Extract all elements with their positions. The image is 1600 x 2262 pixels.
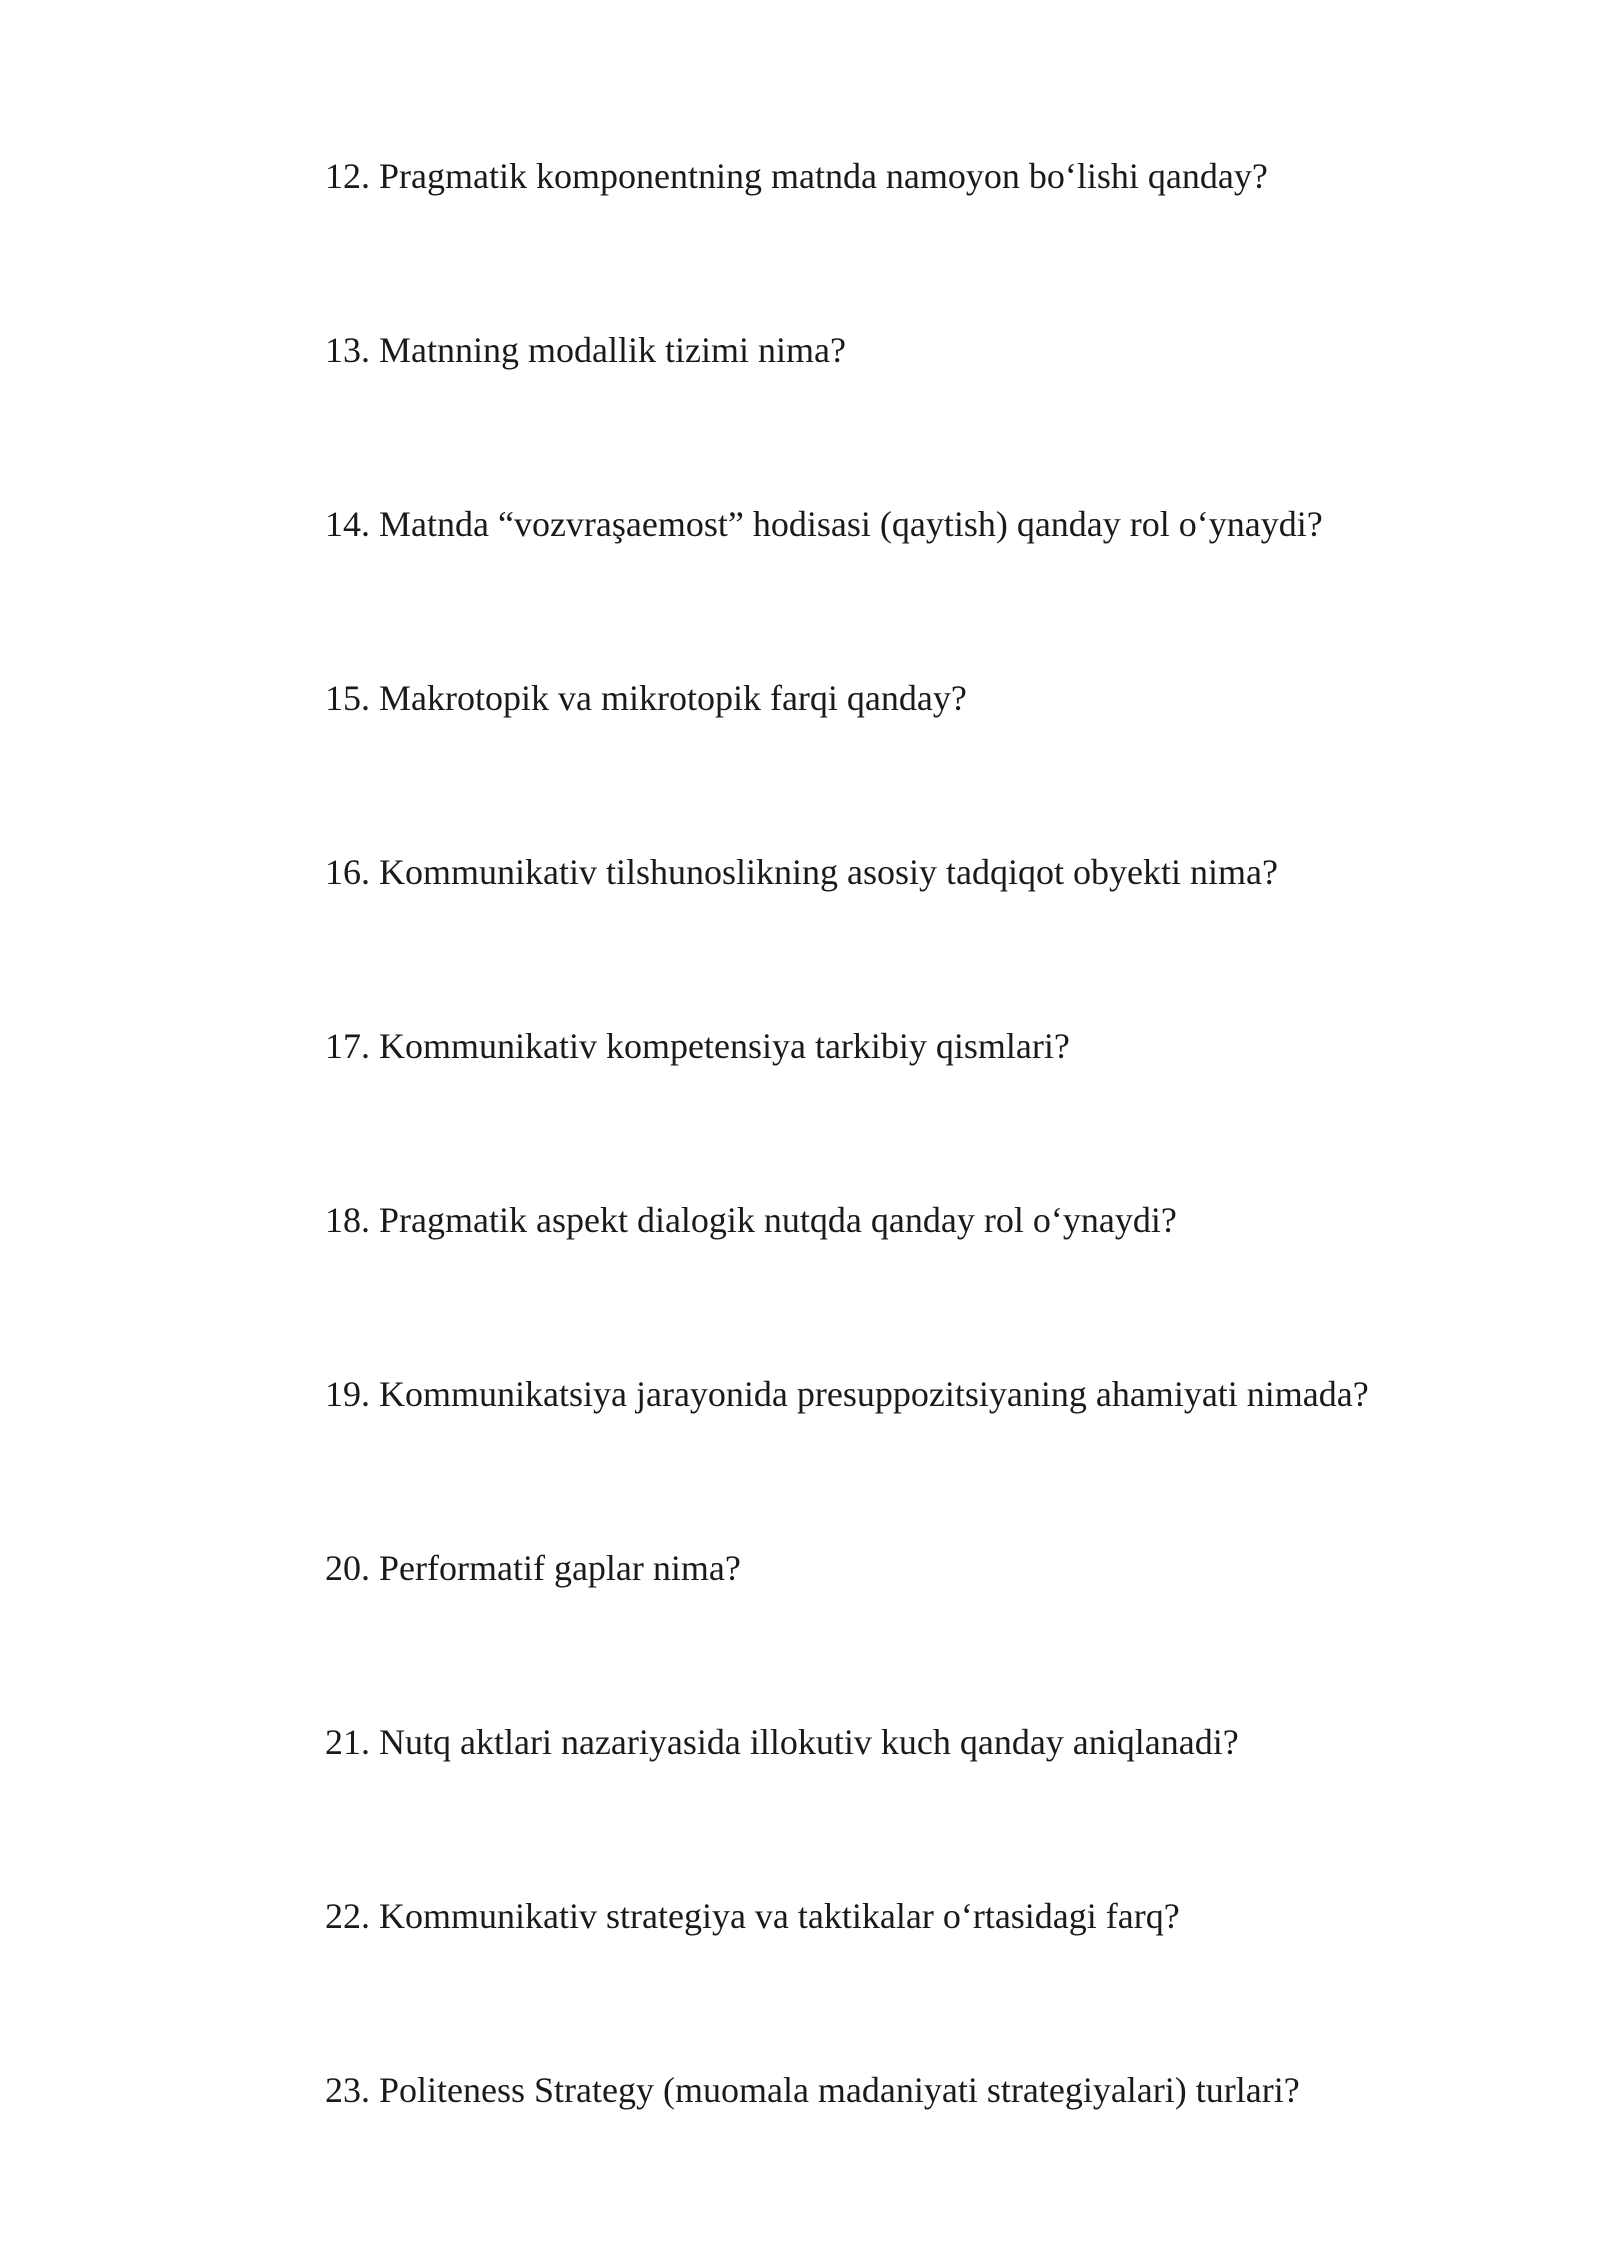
question-item: 18. Pragmatik aspekt dialogik nutqda qanday rol o‘ynaydi? (325, 1200, 1177, 1240)
question-item: 20. Performatif gaplar nima? (325, 1548, 741, 1588)
question-item: 14. Matnda “vozvraşaemost” hodisasi (qaytish) qanday rol o‘ynaydi? (325, 504, 1323, 544)
question-item: 23. Politeness Strategy (muomala madaniyati strategiyalari) turlari? (325, 2070, 1300, 2110)
question-item: 16. Kommunikativ tilshunoslikning asosiy tadqiqot obyekti nima? (325, 852, 1278, 892)
question-item: 13. Matnning modallik tizimi nima? (325, 330, 846, 370)
question-item: 17. Kommunikativ kompetensiya tarkibiy qismlari? (325, 1026, 1070, 1066)
question-item: 12. Pragmatik komponentning matnda namoyon bo‘lishi qanday? (325, 156, 1268, 196)
question-item: 22. Kommunikativ strategiya va taktikalar o‘rtasidagi farq? (325, 1896, 1180, 1936)
question-item: 19. Kommunikatsiya jarayonida presuppozitsiyaning ahamiyati nimada? (325, 1374, 1369, 1414)
question-item: 21. Nutq aktlari nazariyasida illokutiv kuch qanday aniqlanadi? (325, 1722, 1239, 1762)
question-item: 15. Makrotopik va mikrotopik farqi qanday? (325, 678, 967, 718)
